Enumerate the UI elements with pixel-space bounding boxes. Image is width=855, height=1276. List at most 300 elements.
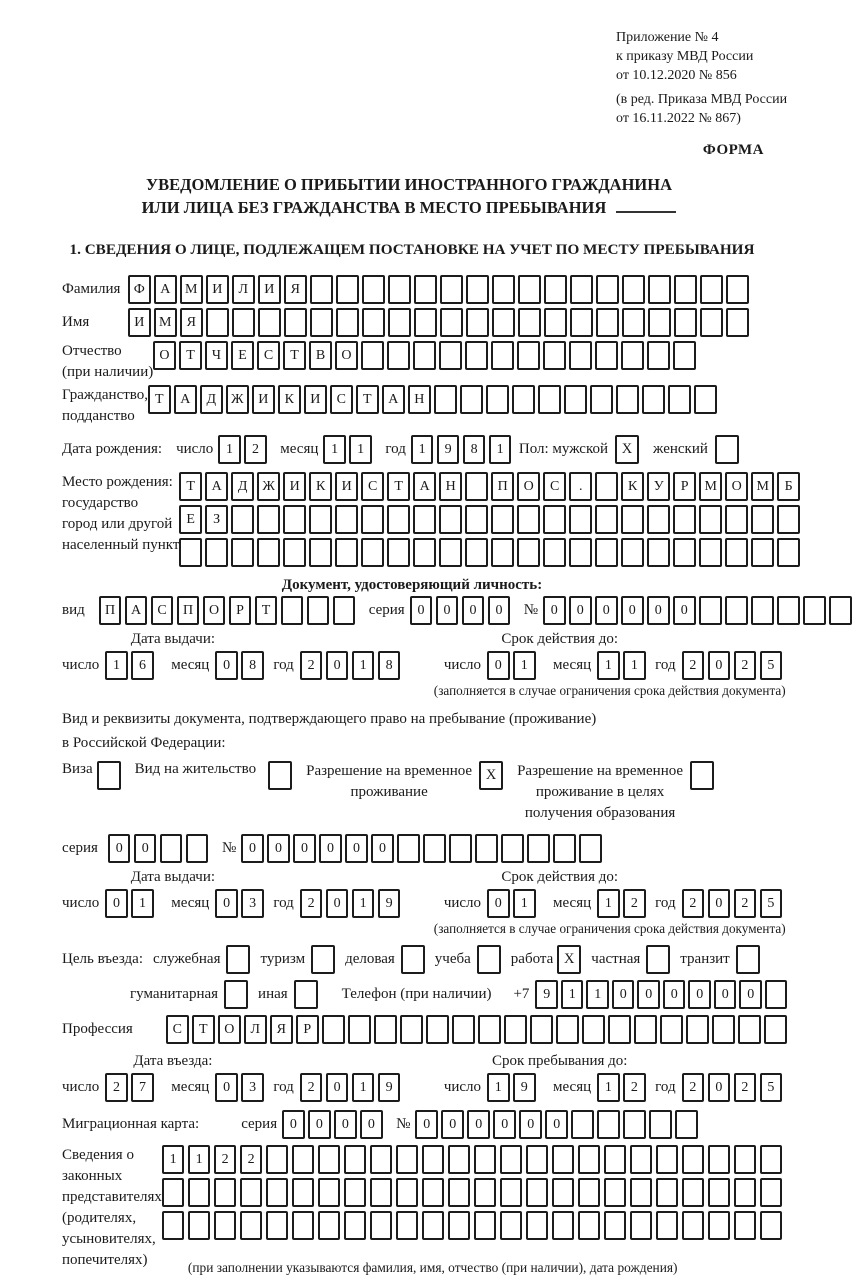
char-box[interactable] <box>387 505 410 534</box>
char-box[interactable] <box>596 308 619 337</box>
char-box[interactable] <box>571 1110 594 1139</box>
char-box[interactable] <box>348 1015 371 1044</box>
char-box[interactable] <box>647 341 670 370</box>
stay-year[interactable] <box>682 1073 786 1102</box>
char-box[interactable]: 1 <box>105 651 128 680</box>
char-box[interactable] <box>257 505 280 534</box>
char-box[interactable] <box>188 1211 211 1240</box>
char-box[interactable]: 1 <box>162 1145 185 1174</box>
char-box[interactable] <box>465 341 488 370</box>
char-box[interactable]: Т <box>356 385 379 414</box>
char-box[interactable] <box>491 538 514 567</box>
char-box[interactable] <box>466 308 489 337</box>
char-box[interactable]: 0 <box>637 980 660 1009</box>
entry-year[interactable] <box>300 1073 404 1102</box>
char-box[interactable]: 0 <box>105 889 128 918</box>
char-box[interactable]: 7 <box>131 1073 154 1102</box>
residence-permit-checkbox[interactable] <box>268 761 292 790</box>
char-box[interactable] <box>440 275 463 304</box>
char-box[interactable] <box>647 538 670 567</box>
char-box[interactable] <box>309 505 332 534</box>
char-box[interactable]: О <box>725 472 748 501</box>
char-box[interactable]: П <box>99 596 122 625</box>
id-number-field[interactable] <box>543 596 855 625</box>
char-box[interactable]: 0 <box>519 1110 542 1139</box>
char-box[interactable] <box>214 1178 237 1207</box>
id-issue-day[interactable] <box>105 651 157 680</box>
char-box[interactable]: Е <box>231 341 254 370</box>
char-box[interactable]: Б <box>777 472 800 501</box>
char-box[interactable] <box>777 596 800 625</box>
char-box[interactable]: А <box>154 275 177 304</box>
char-box[interactable]: И <box>206 275 229 304</box>
char-box[interactable]: 0 <box>441 1110 464 1139</box>
blank-underline[interactable] <box>616 199 676 213</box>
char-box[interactable] <box>760 1145 783 1174</box>
char-box[interactable] <box>597 1110 620 1139</box>
char-box[interactable] <box>478 1015 501 1044</box>
char-box[interactable] <box>335 505 358 534</box>
char-box[interactable] <box>595 472 618 501</box>
char-box[interactable] <box>578 1178 601 1207</box>
char-box[interactable]: 9 <box>378 889 401 918</box>
entry-day[interactable] <box>105 1073 157 1102</box>
char-box[interactable] <box>400 1015 423 1044</box>
char-box[interactable] <box>570 308 593 337</box>
char-box[interactable]: Ж <box>226 385 249 414</box>
char-box[interactable] <box>336 275 359 304</box>
char-box[interactable]: М <box>699 472 722 501</box>
char-box[interactable]: 0 <box>308 1110 331 1139</box>
char-box[interactable] <box>422 1211 445 1240</box>
char-box[interactable] <box>283 538 306 567</box>
char-box[interactable] <box>310 308 333 337</box>
mig-seriya-field[interactable] <box>282 1110 386 1139</box>
char-box[interactable] <box>608 1015 631 1044</box>
char-box[interactable] <box>686 1015 709 1044</box>
char-box[interactable] <box>318 1145 341 1174</box>
char-box[interactable]: Н <box>439 472 462 501</box>
char-box[interactable] <box>552 1178 575 1207</box>
char-box[interactable] <box>595 538 618 567</box>
char-box[interactable] <box>530 1015 553 1044</box>
char-box[interactable]: А <box>125 596 148 625</box>
char-box[interactable]: 2 <box>682 889 705 918</box>
char-box[interactable]: 0 <box>647 596 670 625</box>
private-checkbox[interactable] <box>646 945 670 974</box>
char-box[interactable] <box>673 341 696 370</box>
char-box[interactable]: 2 <box>214 1145 237 1174</box>
char-box[interactable] <box>700 308 723 337</box>
char-box[interactable]: О <box>153 341 176 370</box>
profession-field[interactable] <box>166 1015 790 1044</box>
birth-day-field[interactable] <box>218 435 270 464</box>
char-box[interactable] <box>604 1211 627 1240</box>
char-box[interactable]: 9 <box>513 1073 536 1102</box>
char-box[interactable]: 1 <box>623 651 646 680</box>
char-box[interactable]: 1 <box>597 889 620 918</box>
char-box[interactable] <box>362 275 385 304</box>
phone-field[interactable] <box>535 980 790 1009</box>
char-box[interactable]: 1 <box>323 435 346 464</box>
char-box[interactable]: Т <box>283 341 306 370</box>
char-box[interactable] <box>205 538 228 567</box>
female-checkbox[interactable] <box>715 435 739 464</box>
char-box[interactable] <box>492 275 515 304</box>
char-box[interactable] <box>318 1211 341 1240</box>
char-box[interactable]: 0 <box>334 1110 357 1139</box>
char-box[interactable]: 9 <box>378 1073 401 1102</box>
res-valid-year[interactable] <box>682 889 786 918</box>
char-box[interactable]: 0 <box>241 834 264 863</box>
char-box[interactable] <box>760 1178 783 1207</box>
char-box[interactable]: 0 <box>493 1110 516 1139</box>
char-box[interactable] <box>564 385 587 414</box>
char-box[interactable]: 2 <box>240 1145 263 1174</box>
char-box[interactable]: 0 <box>487 651 510 680</box>
char-box[interactable] <box>214 1211 237 1240</box>
char-box[interactable] <box>448 1145 471 1174</box>
char-box[interactable] <box>543 341 566 370</box>
char-box[interactable] <box>596 275 619 304</box>
char-box[interactable] <box>569 505 592 534</box>
char-box[interactable] <box>335 538 358 567</box>
char-box[interactable]: 1 <box>586 980 609 1009</box>
char-box[interactable] <box>517 505 540 534</box>
char-box[interactable] <box>569 538 592 567</box>
char-box[interactable]: А <box>382 385 405 414</box>
char-box[interactable] <box>448 1211 471 1240</box>
char-box[interactable] <box>500 1211 523 1240</box>
char-box[interactable] <box>552 1145 575 1174</box>
patronymic-field[interactable] <box>153 341 699 370</box>
char-box[interactable]: Т <box>179 472 202 501</box>
char-box[interactable]: 8 <box>241 651 264 680</box>
char-box[interactable] <box>310 275 333 304</box>
res-issue-day[interactable] <box>105 889 157 918</box>
char-box[interactable] <box>179 538 202 567</box>
char-box[interactable] <box>460 385 483 414</box>
char-box[interactable] <box>370 1178 393 1207</box>
char-box[interactable]: 1 <box>352 889 375 918</box>
char-box[interactable]: 0 <box>293 834 316 863</box>
char-box[interactable]: С <box>257 341 280 370</box>
temp-residence-checkbox[interactable]: X <box>479 761 503 790</box>
char-box[interactable] <box>413 505 436 534</box>
char-box[interactable] <box>292 1211 315 1240</box>
char-box[interactable] <box>738 1015 761 1044</box>
visa-checkbox[interactable] <box>97 761 121 790</box>
char-box[interactable]: 0 <box>360 1110 383 1139</box>
char-box[interactable]: 0 <box>663 980 686 1009</box>
char-box[interactable]: 5 <box>760 1073 783 1102</box>
char-box[interactable] <box>656 1211 679 1240</box>
char-box[interactable]: К <box>309 472 332 501</box>
char-box[interactable]: 0 <box>569 596 592 625</box>
char-box[interactable] <box>569 341 592 370</box>
birthplace-field-row1[interactable] <box>179 472 803 501</box>
char-box[interactable]: 0 <box>739 980 762 1009</box>
birthplace-field-row3[interactable] <box>179 538 803 567</box>
char-box[interactable] <box>186 834 209 863</box>
id-issue-month[interactable] <box>215 651 267 680</box>
char-box[interactable] <box>656 1178 679 1207</box>
surname-field[interactable] <box>128 275 752 304</box>
char-box[interactable] <box>439 505 462 534</box>
char-box[interactable]: И <box>335 472 358 501</box>
char-box[interactable]: З <box>205 505 228 534</box>
char-box[interactable]: 0 <box>595 596 618 625</box>
char-box[interactable] <box>517 341 540 370</box>
char-box[interactable] <box>370 1211 393 1240</box>
char-box[interactable] <box>595 505 618 534</box>
char-box[interactable] <box>396 1211 419 1240</box>
char-box[interactable]: С <box>151 596 174 625</box>
birthplace-field-row2[interactable] <box>179 505 803 534</box>
char-box[interactable]: 0 <box>708 1073 731 1102</box>
char-box[interactable]: Ф <box>128 275 151 304</box>
char-box[interactable] <box>449 834 472 863</box>
char-box[interactable]: 6 <box>131 651 154 680</box>
char-box[interactable]: 0 <box>621 596 644 625</box>
char-box[interactable] <box>266 1211 289 1240</box>
work-checkbox[interactable]: X <box>557 945 581 974</box>
char-box[interactable] <box>616 385 639 414</box>
char-box[interactable] <box>309 538 332 567</box>
char-box[interactable] <box>726 308 749 337</box>
char-box[interactable] <box>734 1178 757 1207</box>
char-box[interactable] <box>673 538 696 567</box>
char-box[interactable] <box>647 505 670 534</box>
char-box[interactable]: 0 <box>345 834 368 863</box>
char-box[interactable] <box>374 1015 397 1044</box>
char-box[interactable] <box>162 1178 185 1207</box>
name-field[interactable] <box>128 308 752 337</box>
char-box[interactable]: . <box>569 472 592 501</box>
representatives-row2[interactable] <box>162 1178 786 1207</box>
char-box[interactable]: Е <box>179 505 202 534</box>
char-box[interactable] <box>630 1178 653 1207</box>
char-box[interactable]: С <box>543 472 566 501</box>
char-box[interactable] <box>621 538 644 567</box>
char-box[interactable]: И <box>128 308 151 337</box>
char-box[interactable]: Т <box>255 596 278 625</box>
char-box[interactable] <box>760 1211 783 1240</box>
char-box[interactable]: 2 <box>734 651 757 680</box>
char-box[interactable]: 0 <box>708 651 731 680</box>
char-box[interactable] <box>630 1145 653 1174</box>
char-box[interactable]: 8 <box>378 651 401 680</box>
char-box[interactable] <box>699 596 722 625</box>
char-box[interactable] <box>699 505 722 534</box>
char-box[interactable] <box>829 596 852 625</box>
char-box[interactable]: 0 <box>436 596 459 625</box>
char-box[interactable]: А <box>413 472 436 501</box>
char-box[interactable]: И <box>304 385 327 414</box>
char-box[interactable]: К <box>621 472 644 501</box>
char-box[interactable]: А <box>174 385 197 414</box>
char-box[interactable] <box>422 1178 445 1207</box>
char-box[interactable] <box>604 1145 627 1174</box>
char-box[interactable] <box>675 1110 698 1139</box>
char-box[interactable] <box>751 505 774 534</box>
entry-month[interactable] <box>215 1073 267 1102</box>
char-box[interactable] <box>590 385 613 414</box>
char-box[interactable]: 1 <box>131 889 154 918</box>
char-box[interactable]: 3 <box>241 1073 264 1102</box>
char-box[interactable] <box>318 1178 341 1207</box>
char-box[interactable] <box>570 275 593 304</box>
char-box[interactable]: 9 <box>535 980 558 1009</box>
char-box[interactable]: А <box>205 472 228 501</box>
char-box[interactable] <box>231 538 254 567</box>
char-box[interactable] <box>725 505 748 534</box>
char-box[interactable]: Я <box>284 275 307 304</box>
char-box[interactable]: И <box>252 385 275 414</box>
char-box[interactable]: 0 <box>108 834 131 863</box>
char-box[interactable] <box>448 1178 471 1207</box>
char-box[interactable]: 1 <box>513 889 536 918</box>
char-box[interactable] <box>361 538 384 567</box>
char-box[interactable]: Т <box>179 341 202 370</box>
humanitarian-checkbox[interactable] <box>224 980 248 1009</box>
char-box[interactable]: И <box>258 275 281 304</box>
temp-edu-checkbox[interactable] <box>690 761 714 790</box>
char-box[interactable]: 2 <box>682 651 705 680</box>
char-box[interactable]: О <box>335 341 358 370</box>
char-box[interactable]: 5 <box>760 889 783 918</box>
char-box[interactable] <box>423 834 446 863</box>
char-box[interactable] <box>307 596 330 625</box>
char-box[interactable]: 1 <box>218 435 241 464</box>
tourism-checkbox[interactable] <box>311 945 335 974</box>
char-box[interactable] <box>518 308 541 337</box>
char-box[interactable] <box>491 341 514 370</box>
char-box[interactable]: 1 <box>349 435 372 464</box>
char-box[interactable]: 3 <box>241 889 264 918</box>
char-box[interactable] <box>501 834 524 863</box>
char-box[interactable] <box>162 1211 185 1240</box>
id-vid-field[interactable] <box>99 596 359 625</box>
char-box[interactable]: 0 <box>612 980 635 1009</box>
char-box[interactable]: И <box>283 472 306 501</box>
char-box[interactable] <box>764 1015 787 1044</box>
char-box[interactable] <box>708 1145 731 1174</box>
char-box[interactable] <box>538 385 561 414</box>
id-issue-year[interactable] <box>300 651 404 680</box>
char-box[interactable] <box>765 980 788 1009</box>
char-box[interactable] <box>649 1110 672 1139</box>
id-valid-year[interactable] <box>682 651 786 680</box>
res-number-field[interactable] <box>241 834 605 863</box>
char-box[interactable]: В <box>309 341 332 370</box>
char-box[interactable] <box>700 275 723 304</box>
char-box[interactable] <box>439 538 462 567</box>
char-box[interactable]: 1 <box>513 651 536 680</box>
res-valid-month[interactable] <box>597 889 649 918</box>
char-box[interactable] <box>491 505 514 534</box>
citizenship-field[interactable] <box>148 385 720 414</box>
mig-number-field[interactable] <box>415 1110 701 1139</box>
char-box[interactable] <box>725 596 748 625</box>
char-box[interactable]: 2 <box>734 889 757 918</box>
char-box[interactable] <box>396 1178 419 1207</box>
char-box[interactable] <box>414 275 437 304</box>
char-box[interactable] <box>544 275 567 304</box>
char-box[interactable]: С <box>166 1015 189 1044</box>
char-box[interactable] <box>474 1178 497 1207</box>
char-box[interactable]: 0 <box>134 834 157 863</box>
char-box[interactable]: 0 <box>415 1110 438 1139</box>
stay-month[interactable] <box>597 1073 649 1102</box>
char-box[interactable] <box>370 1145 393 1174</box>
char-box[interactable] <box>604 1178 627 1207</box>
char-box[interactable]: 0 <box>215 889 238 918</box>
char-box[interactable] <box>734 1145 757 1174</box>
char-box[interactable] <box>543 505 566 534</box>
char-box[interactable] <box>387 538 410 567</box>
char-box[interactable]: Я <box>270 1015 293 1044</box>
char-box[interactable]: 9 <box>437 435 460 464</box>
char-box[interactable]: М <box>751 472 774 501</box>
char-box[interactable] <box>434 385 457 414</box>
char-box[interactable]: Л <box>244 1015 267 1044</box>
char-box[interactable]: 1 <box>597 651 620 680</box>
char-box[interactable]: 1 <box>411 435 434 464</box>
char-box[interactable]: Д <box>231 472 254 501</box>
char-box[interactable] <box>284 308 307 337</box>
char-box[interactable]: Т <box>148 385 171 414</box>
birth-year-field[interactable] <box>411 435 515 464</box>
res-issue-month[interactable] <box>215 889 267 918</box>
char-box[interactable] <box>266 1145 289 1174</box>
char-box[interactable]: Ж <box>257 472 280 501</box>
char-box[interactable] <box>283 505 306 534</box>
char-box[interactable]: 0 <box>371 834 394 863</box>
char-box[interactable] <box>426 1015 449 1044</box>
char-box[interactable]: 0 <box>462 596 485 625</box>
char-box[interactable]: 2 <box>623 889 646 918</box>
char-box[interactable] <box>777 505 800 534</box>
char-box[interactable]: У <box>647 472 670 501</box>
char-box[interactable] <box>492 308 515 337</box>
char-box[interactable]: Я <box>180 308 203 337</box>
official-checkbox[interactable] <box>226 945 250 974</box>
char-box[interactable]: Р <box>673 472 696 501</box>
char-box[interactable]: Ч <box>205 341 228 370</box>
birth-month-field[interactable] <box>323 435 375 464</box>
char-box[interactable]: 0 <box>488 596 511 625</box>
char-box[interactable]: 1 <box>561 980 584 1009</box>
char-box[interactable] <box>422 1145 445 1174</box>
char-box[interactable]: Р <box>229 596 252 625</box>
char-box[interactable]: 1 <box>489 435 512 464</box>
char-box[interactable] <box>474 1145 497 1174</box>
char-box[interactable]: 2 <box>734 1073 757 1102</box>
char-box[interactable] <box>518 275 541 304</box>
char-box[interactable]: 0 <box>467 1110 490 1139</box>
char-box[interactable] <box>231 505 254 534</box>
char-box[interactable] <box>500 1178 523 1207</box>
char-box[interactable] <box>517 538 540 567</box>
char-box[interactable] <box>712 1015 735 1044</box>
char-box[interactable]: 0 <box>545 1110 568 1139</box>
char-box[interactable] <box>362 308 385 337</box>
char-box[interactable] <box>465 472 488 501</box>
representatives-row1[interactable] <box>162 1145 786 1174</box>
male-checkbox[interactable]: X <box>615 435 639 464</box>
char-box[interactable] <box>734 1211 757 1240</box>
